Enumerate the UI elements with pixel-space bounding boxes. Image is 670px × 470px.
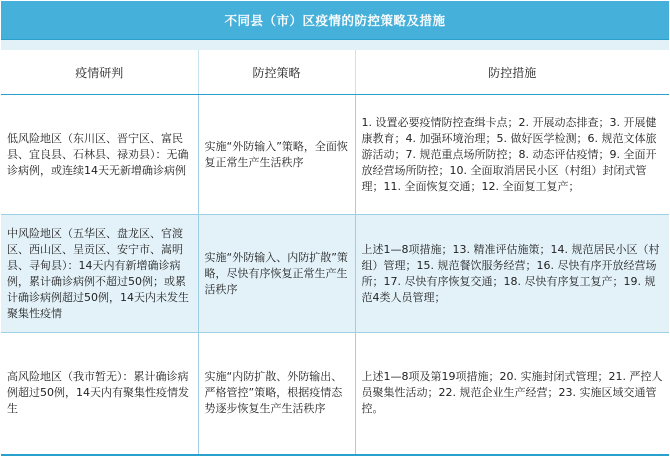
cell-judgement: 低风险地区（东川区、晋宁区、富民县、宜良县、石林县、禄劝县）：无确诊病例，或连续14天无新增确诊病例	[1, 95, 198, 215]
header-strategy: 防控策略	[198, 50, 355, 95]
table-row-medium-risk	[1, 215, 669, 333]
policy-table-panel	[1, 1, 669, 468]
table-title-row	[1, 1, 669, 40]
header-judgement: 疫情研判	[1, 50, 198, 95]
policy-table	[1, 1, 669, 456]
table-row-high-risk	[1, 333, 669, 455]
table-row-low-risk	[1, 95, 669, 215]
cell-strategy: 实施“内防扩散、外防输出、严格管控”策略，根据疫情态势逐步恢复生产生活秩序	[198, 333, 355, 455]
cell-measures: 上述1—8项措施；13. 精准评估施策；14. 规范居民小区（村组）管理；15. 规范餐饮服务经营；16. 尽快有序开放经营场所；17. 尽快有序恢复交通；18. 尽快有序复工复产；19. 规范4类人员管理；	[355, 215, 669, 333]
cell-strategy: 实施“外防输入、内防扩散”策略，尽快有序恢复正常生产生活秩序	[198, 215, 355, 333]
title-divider	[1, 40, 669, 51]
header-measures: 防控措施	[355, 50, 669, 95]
cell-measures: 1. 设置必要疫情防控查缉卡点；2. 开展动态排查；3. 开展健康教育；4. 加强环境治理；5. 做好医学检测；6. 规范文体旅游活动；7. 规范重点场所防控；8. 动态评估疫情；9. 全面开放经营场所防控；10. 全面取消居民小区（村组）封闭式管理；11. 全面恢复交通；12. 全面复工复产；	[355, 95, 669, 215]
cell-strategy: 实施“外防输入”策略，全面恢复正常生产生活秩序	[198, 95, 355, 215]
cell-measures: 上述1—8项及第19项措施；20. 实施封闭式管理；21. 严控人员聚集性活动；22. 规范企业生产经营；23. 实施区域交通管控。	[355, 333, 669, 455]
cell-judgement: 高风险地区（我市暂无）：累计确诊病例超过50例，14天内有聚集性疫情发生	[1, 333, 198, 455]
header-row	[1, 50, 669, 95]
cell-judgement: 中风险地区（五华区、盘龙区、官渡区、西山区、呈贡区、安宁市、嵩明县、寻甸县）：14天内有新增确诊病例，累计确诊病例不超过50例；或累计确诊病例超过50例，14天内未发生聚集性疫情	[1, 215, 198, 333]
table-title: 不同县（市）区疫情的防控策略及措施	[1, 1, 669, 40]
